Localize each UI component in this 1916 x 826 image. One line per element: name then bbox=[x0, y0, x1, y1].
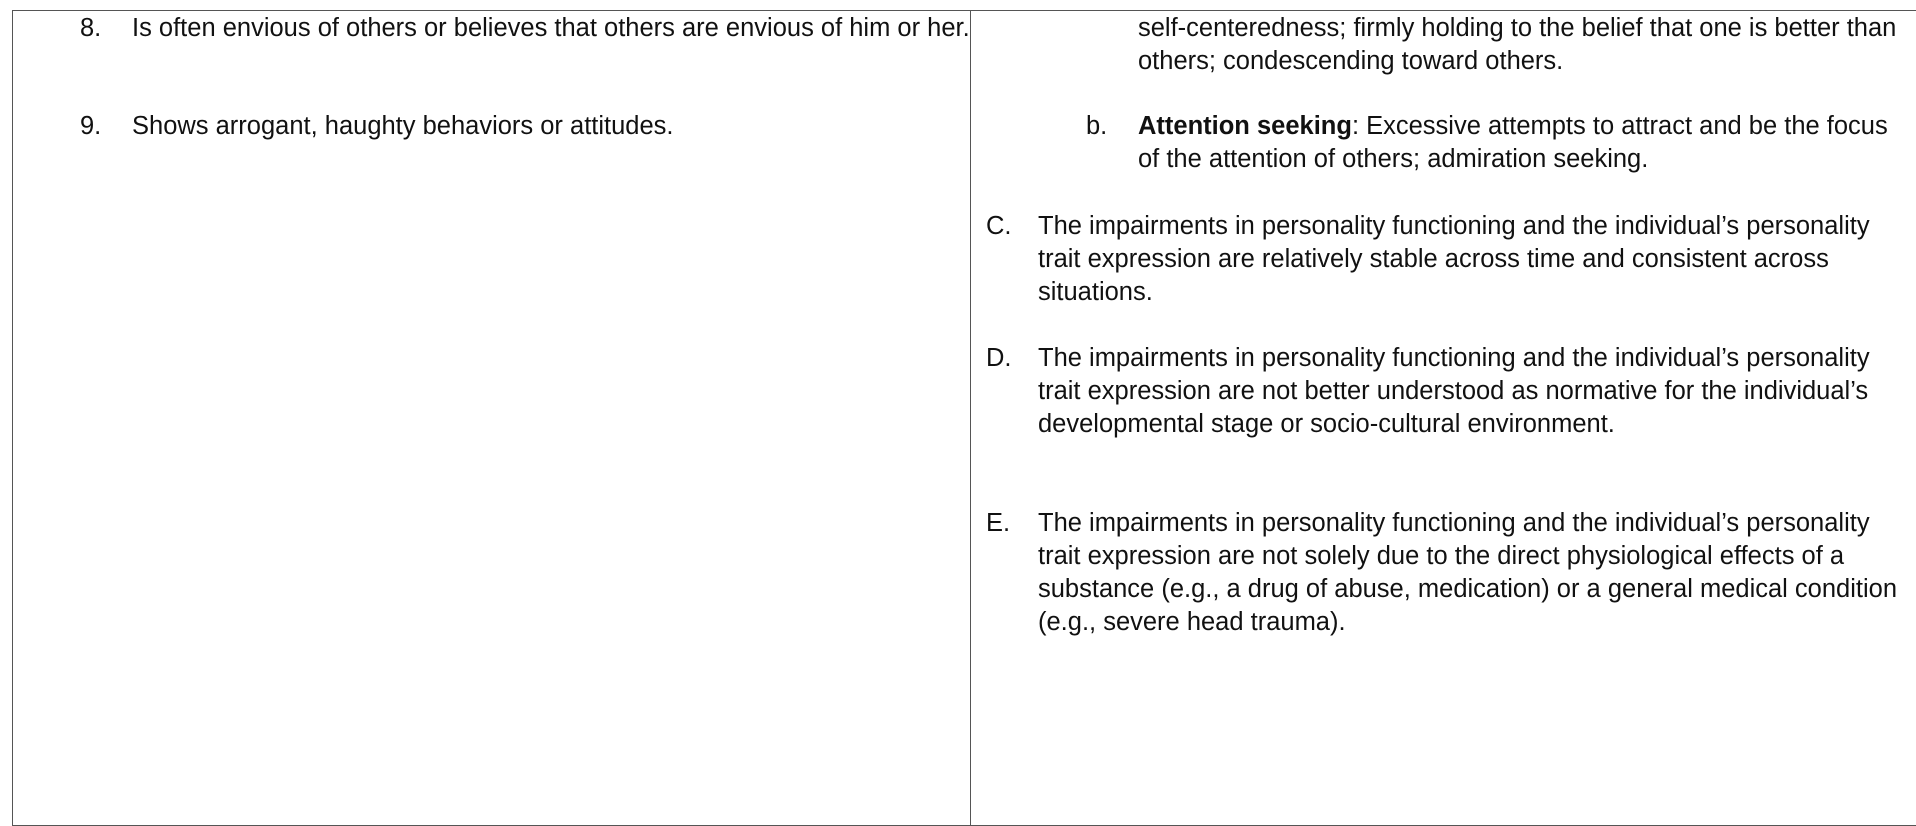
list-marker: b. bbox=[1086, 112, 1108, 140]
list-marker: E. bbox=[986, 509, 1011, 537]
list-marker: 9. bbox=[80, 112, 102, 140]
list-marker: D. bbox=[986, 344, 1012, 372]
sub-item-definition: : Excessive attempts to attract and be the focus of the attention of others; admiration seeking. bbox=[1138, 112, 1888, 173]
sub-item-b-body bbox=[1138, 110, 1898, 176]
sub-item-term: Attention seeking bbox=[1138, 112, 1352, 140]
list-marker: C. bbox=[986, 212, 1012, 240]
list-marker: 8. bbox=[80, 14, 102, 42]
criterion-text: Is often envious of others or believes that others are envious of him or her. bbox=[132, 14, 970, 42]
sub-item-a-continuation: self-centeredness; firmly holding to the belief that one is better than others; condescending toward others. bbox=[1138, 14, 1897, 75]
criterion-text: The impairments in personality functioning and the individual’s personality trait expression are not better understood as normative for the individual’s developmental stage or socio-cultural environment. bbox=[1038, 344, 1870, 438]
criterion-text: The impairments in personality functioning and the individual’s personality trait expression are relatively stable across time and consistent across situations. bbox=[1038, 212, 1870, 306]
criterion-text: Shows arrogant, haughty behaviors or attitudes. bbox=[132, 112, 674, 140]
criterion-text: The impairments in personality functioning and the individual’s personality trait expression are not solely due to the direct physiological effects of a substance (e.g., a drug of abuse, medication) or a general medical condition (e.g., severe head trauma). bbox=[1038, 509, 1898, 636]
